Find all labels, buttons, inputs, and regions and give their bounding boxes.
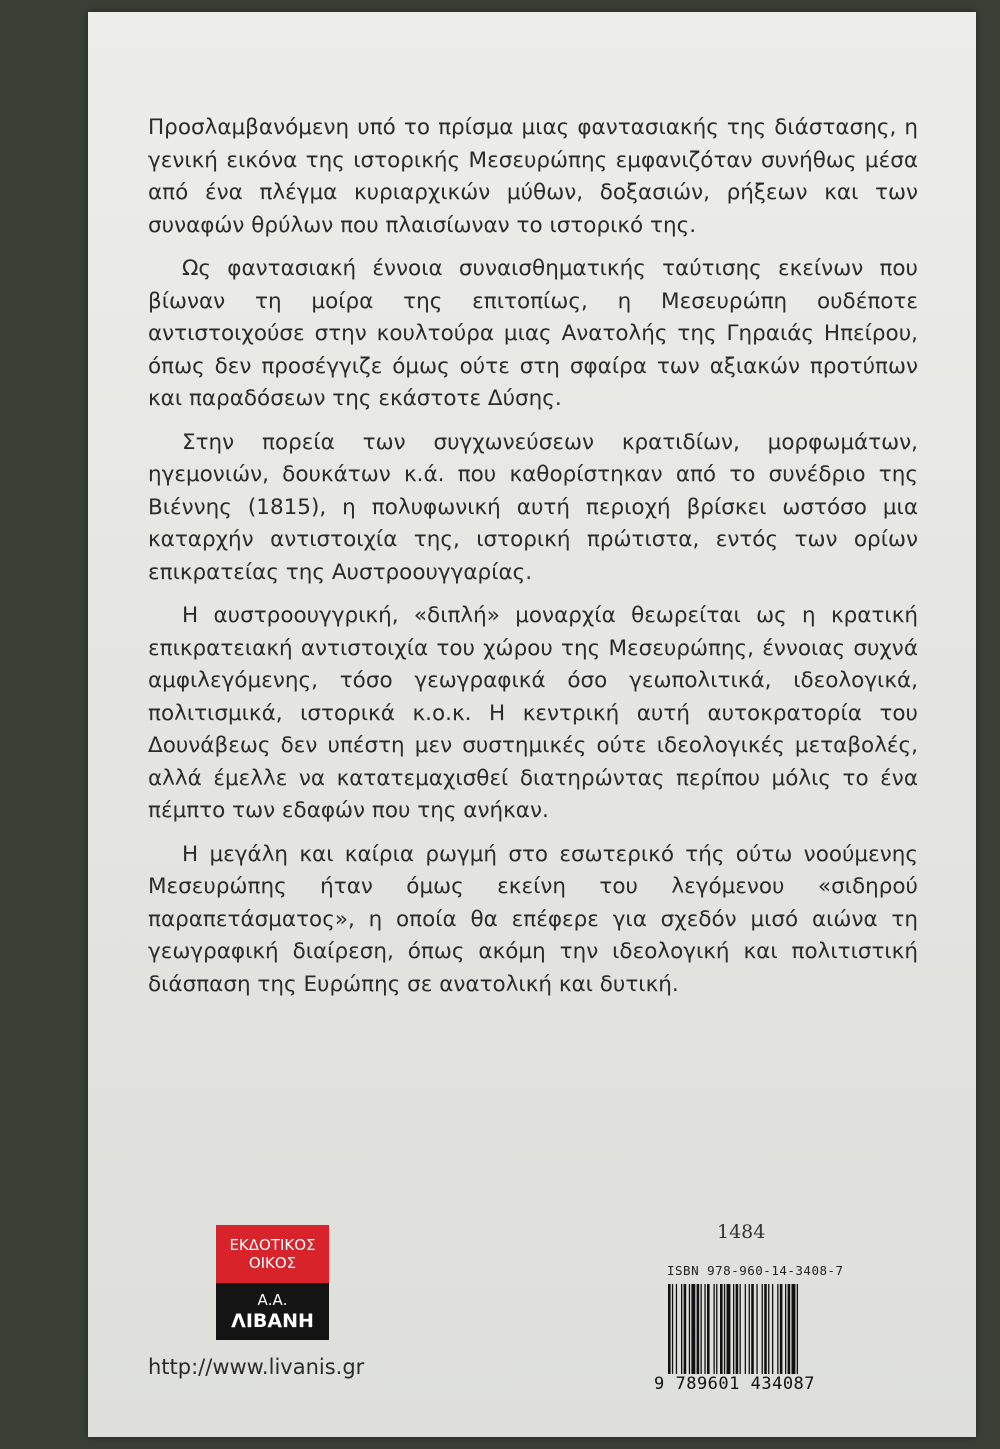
blurb-paragraph-2: Ως φαντασιακή έννοια συναισθηματικής ταύτισης εκείνων που βίωναν τη μοίρα της επιτοπίως, η Μεσευρώπη ουδέποτε αντιστοιχούσε στην κουλτούρα μιας Ανατολής της Γηραιάς Ηπείρου, όπως δεν προσέγγιζε όμως ούτε στη σφαίρα των αξιακών προτύπων και παραδόσεων της εκάστοτε Δύσης. bbox=[148, 256, 918, 411]
barcode-bar bbox=[762, 1284, 763, 1374]
barcode-bar bbox=[756, 1284, 757, 1374]
barcode-bar bbox=[716, 1284, 717, 1374]
barcode-bar bbox=[797, 1284, 798, 1374]
barcode-bar bbox=[672, 1284, 673, 1374]
publisher-logo-top bbox=[216, 1225, 329, 1283]
publisher-logo-line4: ΛΙΒΑΝΗ bbox=[231, 1310, 314, 1332]
blurb-paragraph-4: Η αυστροουγγρική, «διπλή» μοναρχία θεωρείται ως η κρατική επικρατειακή αντιστοιχία του χώρου της Μεσευρώπης, έννοιας συχνά αμφιλεγόμενης, τόσο γεωγραφικά όσο γεωπολιτικά, ιδεολογικά, πολιτισμικά, ιστορικά κ.ο.κ. Η κεντρική αυτή αυτοκρατορία του Δουνάβεως δεν υπέστη μεν συστημικές ούτε ιδεολογικές μεταβολές, αλλά έμελλε να κατατεμαχισθεί διατηρώντας περίπου μόλις το ένα πέμπτο των εδαφών που της ανήκαν. bbox=[148, 603, 918, 823]
barcode-bar bbox=[768, 1284, 769, 1374]
barcode-bar bbox=[733, 1284, 734, 1374]
barcode-bar bbox=[691, 1284, 695, 1374]
barcode-bar bbox=[736, 1284, 739, 1374]
barcode-bar bbox=[772, 1284, 773, 1374]
publisher-website: http://www.livanis.gr bbox=[148, 1355, 365, 1379]
barcode-bar bbox=[751, 1284, 754, 1374]
barcode-bar bbox=[749, 1284, 750, 1374]
barcode-bar bbox=[727, 1284, 731, 1374]
barcode-bar bbox=[764, 1284, 767, 1374]
barcode-bar bbox=[707, 1284, 710, 1374]
barcode-bar bbox=[777, 1284, 778, 1374]
barcode-bar bbox=[668, 1284, 671, 1374]
barcode-bar bbox=[780, 1284, 783, 1374]
blurb-paragraph-1: Προσλαμβανόμενη υπό το πρίσμα μιας φαντασιακής της διάστασης, η γενική εικόνα της ιστορικής Μεσευρώπης εμφανιζόταν συνήθως μέσα από ένα πλέγμα κυριαρχικών μύθων, δοξασιών, ρήξεων και των συναφών θρύλων που πλαισίωναν το ιστορικό της. bbox=[148, 115, 918, 238]
publisher-logo-bottom bbox=[216, 1283, 329, 1340]
barcode-bar bbox=[701, 1284, 702, 1374]
barcode-bar bbox=[745, 1284, 746, 1374]
barcode-bar bbox=[684, 1284, 687, 1374]
barcode-bar bbox=[740, 1284, 741, 1374]
barcode-bar bbox=[714, 1284, 715, 1374]
barcode-bar bbox=[681, 1284, 682, 1374]
blurb-text bbox=[148, 112, 918, 1012]
barcode-bar bbox=[785, 1284, 786, 1374]
barcode-bar bbox=[792, 1284, 796, 1374]
barcode-bar bbox=[689, 1284, 690, 1374]
publisher-logo bbox=[216, 1225, 329, 1340]
barcode-number: 9 789601 434087 bbox=[654, 1374, 816, 1394]
barcode-bar bbox=[676, 1284, 677, 1374]
book-back-cover bbox=[88, 12, 976, 1437]
barcode-bar bbox=[788, 1284, 791, 1374]
publisher-logo-line2: ΟΙΚΟΣ bbox=[248, 1254, 297, 1272]
barcode-bar bbox=[697, 1284, 700, 1374]
blurb-paragraph-3: Στην πορεία των συγχωνεύσεων κρατιδίων, μορφωμάτων, ηγεμονιών, δουκάτων κ.ά. που καθορίστηκαν από το συνέδριο της Βιέννης (1815), η πολυφωνική αυτή περιοχή βρίσκει ωστόσο μια καταρχήν αντιστοιχία της, ιστορική πρώτιστα, εντός των ορίων επικρατείας της Αυστροουγγαρίας. bbox=[148, 429, 918, 585]
barcode-bar bbox=[720, 1284, 723, 1374]
publisher-logo-line1: ΕΚΔΟΤΙΚΟΣ bbox=[229, 1236, 316, 1254]
blurb-paragraph-5: Η μεγάλη και καίρια ρωγμή στο εσωτερικό τής ούτω νοούμενης Μεσευρώπης ήταν όμως εκείνη του λεγόμενου «σιδηρού παραπετάσματος», η οποία θα επέφερε για σχεδόν μισό αιώνα τη γεωγραφική διαίρεση, όπως ακόμη την ιδεολογική και πολιτιστική διάσπαση της Ευρώπης σε ανατολική και δυτική. bbox=[148, 841, 918, 997]
barcode-bar bbox=[704, 1284, 705, 1374]
catalog-number: 1484 bbox=[717, 1221, 766, 1243]
barcode-bar bbox=[724, 1284, 725, 1374]
isbn-label: ISBN 978-960-14-3408-7 bbox=[667, 1263, 844, 1278]
barcode-icon bbox=[668, 1284, 840, 1374]
publisher-logo-line3: Α.Α. bbox=[257, 1291, 288, 1309]
